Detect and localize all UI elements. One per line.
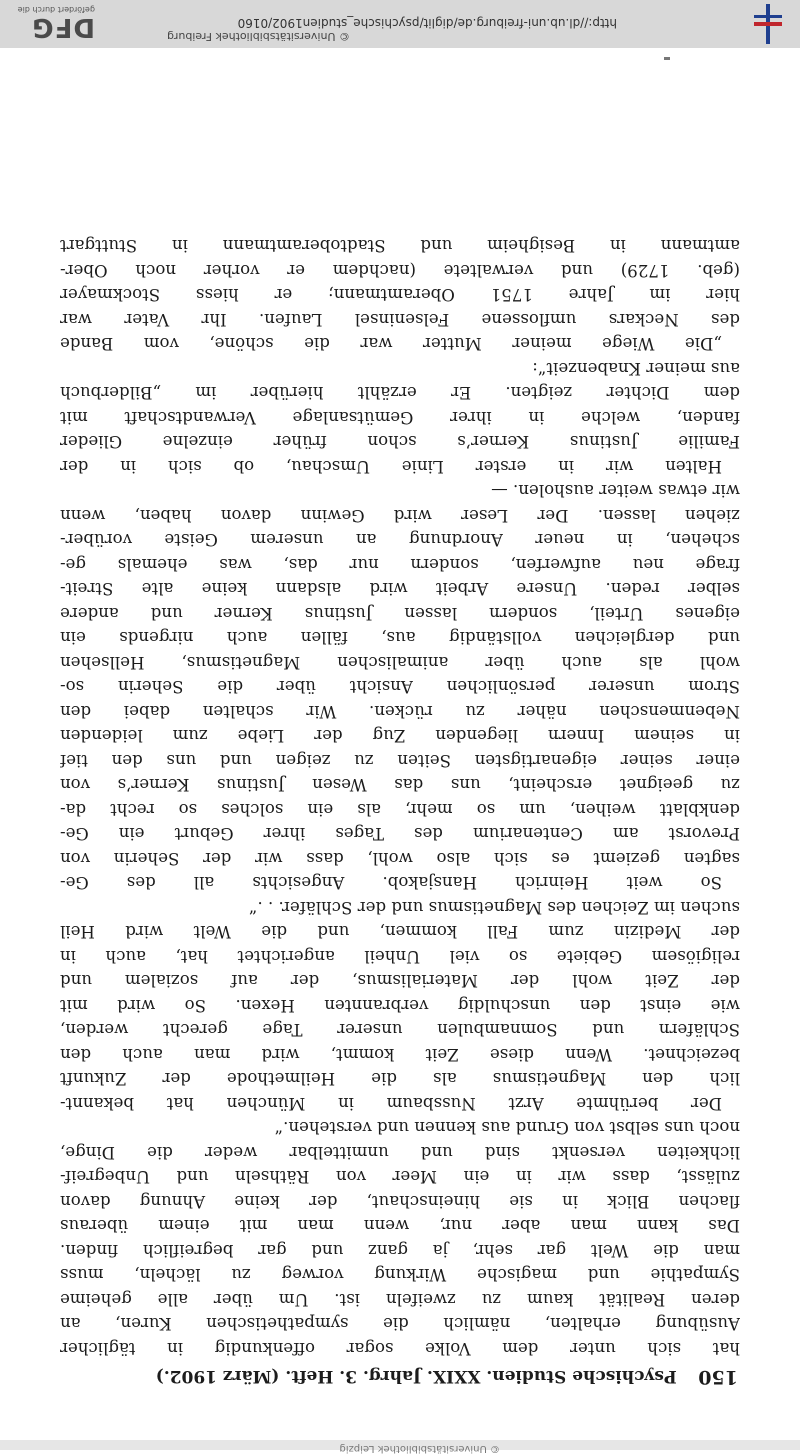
text-line: Halten wir in erster Linie Umschau, ob sich in der: [60, 457, 722, 476]
text-line: religiösem Gebiete so viel Unheil angerichtet hat, auch in: [60, 947, 740, 966]
text-line: einer seiner eigenartigsten Seiten zu zeigen und uns den tief: [60, 751, 740, 770]
text-line: fanden, welche in ihrer Gemütsanlage Verwandtschaft mit: [60, 408, 740, 427]
text-line: zulässt, dass wir in ein Meer von Räthseln und Unbegreif-: [60, 1167, 740, 1187]
text-line: Strom unserer persönlichen Ansicht über die Seherin so-: [60, 677, 740, 697]
text-line: Der berühmte Arzt Nussbaum in München hat bekannt-: [60, 1094, 722, 1113]
body-text: [60, 233, 740, 1360]
text-line: Nebenmenschen näher zu rücken. Wir schalten dabei den: [60, 702, 740, 721]
text-line: aus meiner Knabenzeit“:: [532, 359, 740, 378]
text-line: eigenes Urteil, sondern lassen Justinus Kerner und andere: [60, 604, 740, 623]
text-line: „Die Wiege meiner Mutter war die schöne, vom Bande: [60, 334, 722, 354]
text-line: denkblatt weihen, um so mehr, als ein solches so recht da-: [60, 800, 740, 819]
running-head: [58, 1364, 738, 1390]
text-line: wie einst den unschuldig verbrannten Hexen. So wird mit: [60, 996, 740, 1015]
text-line: noch uns selbst von Grund aus kennen und verstehen.“: [274, 1118, 740, 1138]
text-line: wir etwas weiter ausholen. —: [491, 481, 740, 501]
library-copyright: © Universitätsbibliothek Freiburg: [167, 30, 350, 43]
text-line: Schläfern und Somnambulen unserer Tage gerecht werden,: [60, 1020, 740, 1040]
text-line: frage neu aufwerfen, sondern nur das, was ehemals ge-: [60, 555, 740, 574]
viewer-header-bar: [0, 0, 800, 48]
dfg-caption: gefördert durch die: [17, 5, 95, 14]
text-line: suchen im Zeichen des Magnetismus und der Schläfer. . .“: [248, 898, 740, 917]
text-line: selber reden. Unsere Arbeit wird alsdann keine alte Streit-: [60, 579, 740, 599]
text-line: Ausübung erhalten, nämlich die sympathetischen Kuren, an: [60, 1314, 740, 1334]
dfg-wordmark: DFG: [31, 12, 95, 42]
text-line: Sympathie und magische Wirkung vorweg zu lächeln, muss: [60, 1265, 740, 1285]
bottom-footer-strip: [0, 1440, 800, 1454]
text-line: der Medizin zum Fall kommen, und die Welt wird Heil: [60, 922, 740, 942]
document-url[interactable]: http://dl.ub.uni-freiburg.de/diglit/psychische_studien1902/0160: [237, 16, 617, 30]
text-line: des Neckars umflossene Felseninsel Laufen. Ihr Vater war: [60, 310, 740, 329]
text-line: Familie Justinus Kerner’s schon früher einzelne Glieder: [60, 432, 740, 452]
text-line: Das kann man aber nur, wenn man mit einem überaus: [60, 1216, 740, 1236]
text-line: wohl als auch über animalischen Magnetismus, Hellsehen: [60, 653, 740, 672]
scan-speck: [664, 57, 670, 60]
text-line: bezeichnet. Wenn diese Zeit kommt, wird man auch den: [60, 1045, 740, 1064]
scanned-page: [60, 50, 750, 1390]
text-line: schehen, in neuer Anordnung an unserem Geiste vorüber-: [60, 530, 740, 550]
text-line: Prevorst am Centenarium des Tages ihrer Geburt ein Ge-: [60, 824, 740, 844]
text-line: der Zeit wohl der Materialismus, der auf sozialem und: [60, 971, 740, 991]
text-line: hier im Jahre 1751 Oberamtmann; er hiess Stockmayer: [60, 285, 740, 305]
text-line: ziehen lassen. Der Leser wird Gewinn davon haben, wenn: [60, 506, 740, 525]
page-number: 150: [698, 1366, 738, 1388]
text-line: in seinem Innern liegenden Zug der Liebe zum leidenden: [60, 726, 740, 746]
journal-title: Psychische Studien. XXIX. Jahrg. 3. Heft. (März 1902.): [155, 1366, 677, 1386]
text-line: lichkeiten versenkt sind und unmittelbar weder die Dinge,: [60, 1143, 740, 1162]
text-line: zu geeignet erscheint, uns das Wesen Justinus Kerner’s von: [60, 775, 740, 795]
text-line: So weit Heinrich Hansjakob. Angesichts all des Ge-: [60, 873, 722, 893]
text-line: flachen Blick in sie hineinschaut, der keine Ahnung davon: [60, 1192, 740, 1211]
text-line: lich den Magnetismus als die Heilmethode der Zukunft: [60, 1069, 740, 1089]
text-line: man die Welt gar sehr, ja ganz und gar begreiflich finden.: [60, 1241, 740, 1260]
library-logo-icon: [748, 4, 788, 44]
text-line: (geb. 1729) und verwaltete (nachdem er vorher noch Ober-: [60, 261, 740, 280]
bottom-copyright: © Universitätsbibliothek Leipzig: [339, 1443, 500, 1454]
text-line: und dergleichen vollständig aus, fällen auch nirgends ein: [60, 628, 740, 648]
text-line: deren Realität kaum zu zweifeln ist. Um über alle geheime: [60, 1290, 740, 1309]
text-line: sagten geziemt es sich also wohl, dass wir der Seherin von: [60, 849, 740, 868]
text-line: hat sich unter dem Volke sogar offenkundig in täglicher: [60, 1339, 740, 1358]
text-line: dem Dichter zeigten. Er erzählt hierüber im „Bilderbuch: [60, 383, 740, 403]
dfg-logo: [5, 5, 95, 42]
text-line: amtmann in Besigheim und Stadtoberamtmann in Stuttgart: [60, 236, 740, 256]
